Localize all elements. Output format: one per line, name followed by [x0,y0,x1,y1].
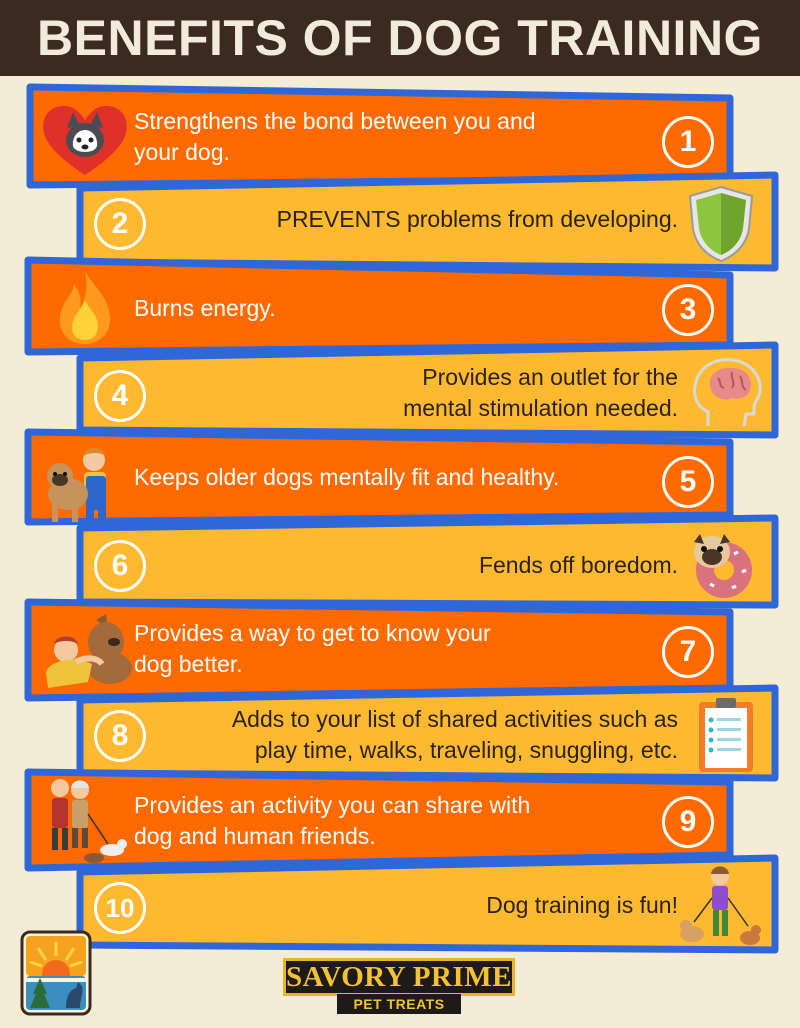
flame-icon [50,266,120,346]
benefit-3-text [134,293,654,324]
benefit-2-line1: PREVENTS problems from developing. [276,206,678,232]
benefit-2-number: 2 [94,198,146,250]
benefit-6-number: 6 [94,540,146,592]
benefit-5-line1: Keeps older dogs mentally fit and healthy. [134,464,560,490]
boy-walking-dogs-icon [676,862,766,952]
boy-with-pug-icon [38,442,120,526]
benefit-8-line2: play time, walks, traveling, snuggling, etc. [254,737,678,763]
benefit-7-text [134,618,654,680]
benefit-5-text [134,462,654,493]
benefit-9-number: 9 [662,796,714,848]
clipboard-icon [696,696,756,774]
benefit-7-number: 7 [662,626,714,678]
husky-heart-icon [40,100,130,180]
benefit-2-text [160,204,678,235]
benefit-8-text [150,704,678,766]
benefit-7-line1: Provides a way to get to know your [134,620,491,646]
brain-icon [688,356,768,430]
shield-icon [686,184,756,264]
pug-donut-icon [680,530,764,602]
benefit-4-line2: mental stimulation needed. [403,395,678,421]
sunset-tree-logo-icon [20,930,92,1016]
benefit-3-number: 3 [662,284,714,336]
benefit-10-number: 10 [94,882,146,934]
benefit-9-line2: dog and human friends. [134,823,376,849]
benefit-10-line1: Dog training is fun! [486,892,678,918]
page-title: BENEFITS OF DOG TRAINING [37,10,763,66]
benefit-5-number: 5 [662,456,714,508]
benefit-1-line2: your dog. [134,139,230,165]
benefit-9-text [134,790,654,852]
couple-walking-dogs-icon [38,774,130,866]
benefit-8-number: 8 [94,710,146,762]
benefit-1-text [134,106,654,168]
brand-tagline: PET TREATS [337,994,461,1014]
benefit-9-line1: Provides an activity you can share with [134,792,531,818]
benefit-4-line1: Provides an outlet for the [422,364,678,390]
benefit-8-line1: Adds to your list of shared activities such as [231,706,678,732]
benefit-1-number: 1 [662,116,714,168]
benefit-4-text [160,362,678,424]
benefit-10-text [160,890,678,921]
benefit-6-text [160,550,678,581]
benefit-3-line1: Burns energy. [134,295,276,321]
benefit-4-number: 4 [94,370,146,422]
benefit-6-line1: Fends off boredom. [478,552,678,578]
brand-logo [283,958,515,1014]
man-hugging-dog-icon [36,612,136,696]
benefit-7-line2: dog better. [134,651,243,677]
benefit-1-line1: Strengthens the bond between you and [134,108,536,134]
brand-name: SAVORY PRIME [283,958,515,996]
